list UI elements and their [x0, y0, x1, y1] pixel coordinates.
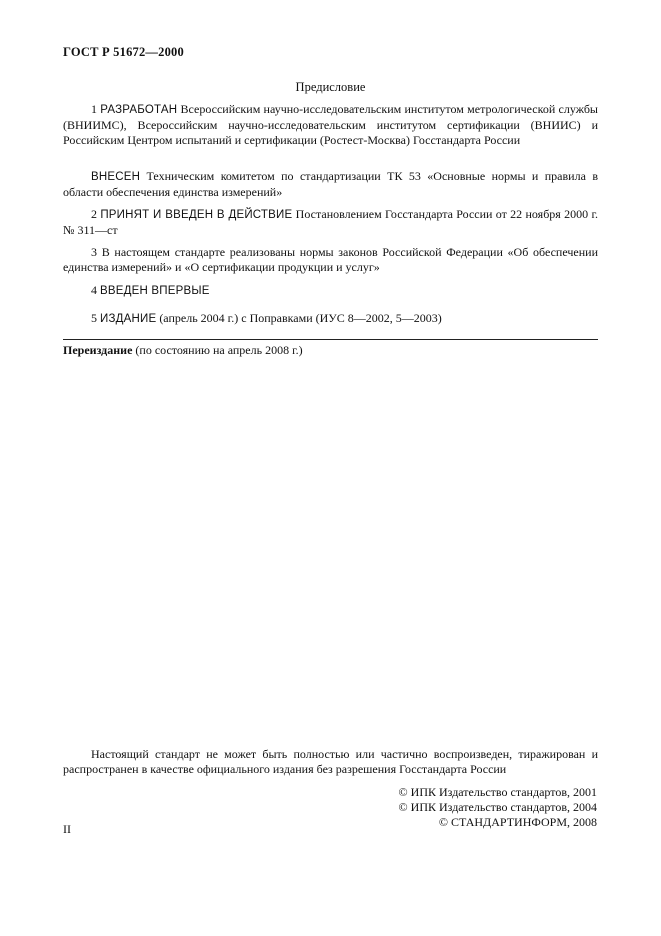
copyright-line-3: © СТАНДАРТИНФОРМ, 2008 — [438, 815, 597, 829]
paragraph-introduced — [63, 169, 598, 200]
paragraph-developed — [63, 102, 598, 148]
paragraph-number: 1 — [91, 102, 97, 116]
paragraph-number: 5 — [91, 311, 97, 325]
copyright-line-1: © ИПК Издательство стандартов, 2001 — [398, 785, 597, 799]
page-number: II — [63, 822, 71, 836]
horizontal-rule — [63, 339, 598, 340]
page-title: Предисловие — [295, 80, 366, 94]
paragraph-heading: ИЗДАНИЕ — [100, 313, 157, 325]
paragraph-number: 2 — [91, 207, 97, 221]
paragraph-text: Техническим комитетом по стандартизации ТК 53 «Основные нормы и правила в области обеспечения единства измерений» — [63, 169, 598, 199]
paragraph-edition — [63, 311, 598, 327]
paragraph-text: Постановлением Госстандарта России от 22 ноября 2000 г. № 311—ст — [63, 207, 599, 237]
paragraph-text: Всероссийским научно-исследовательским институтом метрологической службы (ВНИИМС), Всероссийским научно-исследовательским институтом сертификации (ВНИИС) и Российским Центром испытаний и сертификации (Ростест-Москва) Госстандарта России — [63, 102, 598, 147]
reprint-label: Переиздание — [63, 343, 133, 357]
paragraph-heading: ВВЕДЕН ВПЕРВЫЕ — [100, 285, 210, 297]
paragraph-number: 4 — [91, 283, 97, 297]
paragraph-number: 3 — [91, 245, 97, 259]
reprint-note — [63, 343, 303, 358]
paragraph-first-introduced — [63, 283, 598, 299]
paragraph-heading: ВНЕСЕН — [91, 171, 141, 183]
reprint-text: (по состоянию на апрель 2008 г.) — [132, 343, 303, 357]
document-code: ГОСТ Р 51672—2000 — [63, 45, 184, 59]
notice-text: Настоящий стандарт не может быть полностью или частично воспроизведен, тиражирован и распространен в качестве официального издания без разрешения Госстандарта России — [63, 747, 598, 776]
paragraph-adopted — [63, 207, 598, 238]
paragraph-heading: РАЗРАБОТАН — [100, 104, 178, 116]
copyright-line-2: © ИПК Издательство стандартов, 2004 — [398, 800, 597, 814]
paragraph-heading: ПРИНЯТ И ВВЕДЕН В ДЕЙСТВИЕ — [100, 209, 293, 221]
paragraph-laws — [63, 245, 598, 275]
paragraph-text: (апрель 2004 г.) с Поправками (ИУС 8—2002, 5—2003) — [156, 311, 442, 325]
paragraph-text: В настоящем стандарте реализованы нормы законов Российской Федерации «Об обеспечении единства измерений» и «О сертификации продукции и услуг» — [63, 245, 599, 274]
copyright-notice — [63, 747, 598, 777]
